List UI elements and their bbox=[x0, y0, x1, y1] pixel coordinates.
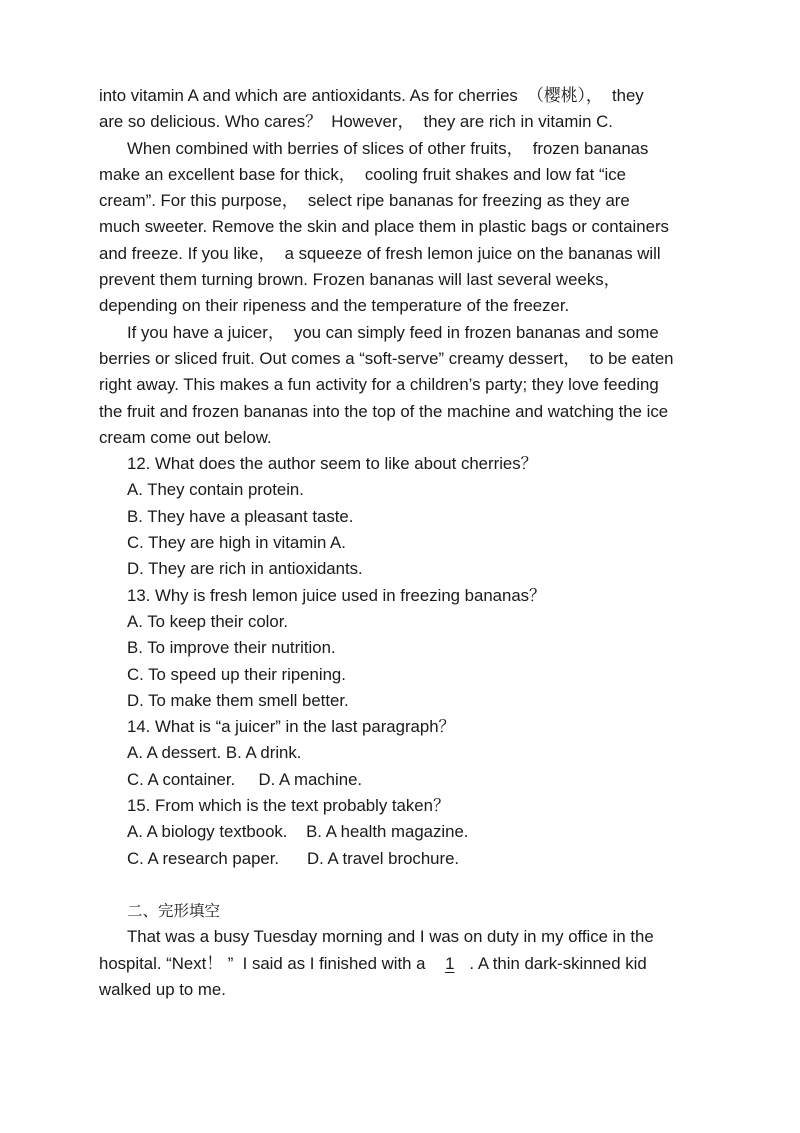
cloze-blank-1: 1 bbox=[445, 953, 455, 973]
answer-option: C. A container. D. A machine. bbox=[127, 769, 363, 789]
paragraph-juicer bbox=[99, 320, 704, 451]
answer-option: D. To make them smell better. bbox=[127, 690, 349, 710]
answer-option: B. To improve their nutrition. bbox=[127, 638, 336, 658]
text-line: and freeze. If you like， a squeeze of fresh lemon juice on the bananas will bbox=[99, 243, 661, 263]
text-line-with-blank bbox=[99, 951, 704, 977]
text-line: When combined with berries of slices of other fruits， frozen bananas bbox=[127, 138, 649, 158]
text-line: prevent them turning brown. Frozen bananas will last several weeks， bbox=[99, 270, 621, 290]
cloze-section bbox=[99, 898, 704, 1003]
text-line: cream”. For this purpose， select ripe bananas for freezing as they are bbox=[99, 191, 630, 211]
answer-option: D. They are rich in antioxidants. bbox=[127, 559, 363, 579]
answer-option: A. They contain protein. bbox=[127, 480, 304, 500]
answer-option: B. They have a pleasant taste. bbox=[127, 506, 354, 526]
question-15 bbox=[99, 793, 704, 872]
text-line: are so delicious. Who cares？ However， they are rich in vitamin C. bbox=[99, 112, 613, 132]
question-13 bbox=[99, 583, 704, 714]
answer-option: A. A dessert. B. A drink. bbox=[127, 743, 302, 763]
answer-option: C. To speed up their ripening. bbox=[127, 664, 346, 684]
text-line: walked up to me. bbox=[99, 979, 226, 999]
question-14 bbox=[99, 714, 704, 793]
answer-option: A. A biology textbook. B. A health magazine. bbox=[127, 822, 469, 842]
text-line: That was a busy Tuesday morning and I was on duty in my office in the bbox=[127, 927, 654, 947]
answer-option: C. A research paper. D. A travel brochure. bbox=[127, 848, 460, 868]
text-line: depending on their ripeness and the temperature of the freezer. bbox=[99, 296, 570, 316]
question-12 bbox=[99, 451, 704, 582]
question-stem: 15. From which is the text probably taken？ bbox=[127, 796, 450, 816]
section-spacer bbox=[99, 872, 704, 898]
text-line: into vitamin A and which are antioxidants. As for cherries （樱桃）， they bbox=[99, 86, 644, 105]
question-stem: 12. What does the author seem to like about cherries？ bbox=[127, 454, 538, 474]
text-line: If you have a juicer， you can simply feed in frozen bananas and some bbox=[127, 322, 659, 342]
text-line: much sweeter. Remove the skin and place them in plastic bags or containers bbox=[99, 217, 669, 237]
answer-option: C. They are high in vitamin A. bbox=[127, 533, 346, 553]
text-line: berries or sliced fruit. Out comes a “soft-serve” creamy dessert， to be eaten bbox=[99, 348, 674, 368]
answer-option: A. To keep their color. bbox=[127, 611, 289, 631]
document-page bbox=[99, 83, 704, 1003]
text-line: right away. This makes a fun activity for a children’s party; they love feeding bbox=[99, 375, 659, 395]
passage-tail bbox=[99, 83, 704, 136]
question-stem: 13. Why is fresh lemon juice used in freezing bananas？ bbox=[127, 585, 546, 605]
text-fragment: . A thin dark-skinned kid bbox=[464, 953, 647, 973]
question-stem: 14. What is “a juicer” in the last paragraph？ bbox=[127, 717, 456, 737]
text-line: make an excellent base for thick， cooling fruit shakes and low fat “ice bbox=[99, 164, 627, 184]
text-line: the fruit and frozen bananas into the top of the machine and watching the ice bbox=[99, 401, 669, 421]
text-fragment: hospital. “Next！ ” I said as I finished with a bbox=[99, 953, 435, 973]
text-line: cream come out below. bbox=[99, 427, 272, 447]
section-heading: 二、完形填空 bbox=[127, 901, 221, 920]
paragraph-frozen-bananas bbox=[99, 136, 704, 320]
